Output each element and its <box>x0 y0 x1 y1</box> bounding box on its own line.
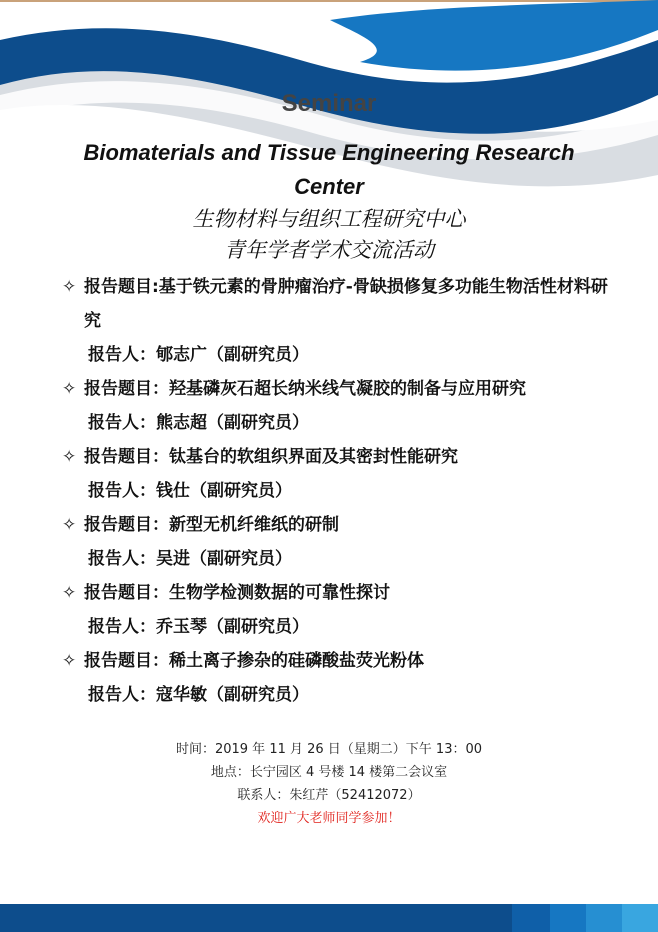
talk-item <box>62 644 622 712</box>
talk-item <box>62 270 622 372</box>
talk-speaker: 报告人：寇华敏（副研究员） <box>88 685 309 705</box>
talk-item <box>62 372 622 440</box>
talk-item <box>62 508 622 576</box>
talk-speaker: 报告人：郇志广（副研究员） <box>88 345 309 365</box>
talk-title <box>62 270 622 338</box>
talk-speaker: 报告人：乔玉琴（副研究员） <box>88 617 309 637</box>
footer-dark-segment <box>0 904 512 932</box>
talk-speaker: 报告人：熊志超（副研究员） <box>88 413 309 433</box>
center-name-english: Biomaterials and Tissue Engineering Research Center <box>83 140 575 199</box>
talk-title <box>62 644 622 678</box>
center-name-chinese: 生物材料与组织工程研究中心 <box>192 207 466 231</box>
talk-title <box>62 440 622 474</box>
diamond-bullet-icon: ✧ <box>62 515 77 535</box>
talk-title-text: 报告题目：生物学检测数据的可靠性探讨 <box>84 583 390 603</box>
diamond-bullet-icon: ✧ <box>62 379 77 399</box>
footer-bar <box>0 904 658 932</box>
talk-speaker: 报告人：吴进（副研究员） <box>88 549 292 569</box>
talk-item <box>62 576 622 644</box>
event-location: 地点：长宁园区 4 号楼 14 楼第二会议室 <box>210 765 448 780</box>
seminar-title: Seminar <box>281 90 377 117</box>
talk-speaker: 报告人：钱仕（副研究员） <box>88 481 292 501</box>
talk-title-text: 报告题目：新型无机纤维纸的研制 <box>84 515 339 535</box>
diamond-bullet-icon: ✧ <box>62 583 77 603</box>
talk-title <box>62 508 622 542</box>
diamond-bullet-icon: ✧ <box>62 277 77 297</box>
talk-title-text: 报告题目：稀土离子掺杂的硅磷酸盐荧光粉体 <box>84 651 424 671</box>
talk-title <box>62 576 622 610</box>
footer-light-segment <box>622 904 658 932</box>
footer-segment <box>586 904 622 932</box>
talk-title <box>62 372 622 406</box>
welcome-message: 欢迎广大老师同学参加！ <box>257 811 401 826</box>
talk-item <box>62 440 622 508</box>
event-contact: 联系人：朱红芹（52412072） <box>237 788 421 803</box>
talk-title-text: 报告题目:基于铁元素的骨肿瘤治疗-骨缺损修复多功能生物活性材料研究 <box>84 277 608 331</box>
footer-segment <box>550 904 586 932</box>
footer-segment <box>512 904 550 932</box>
event-info <box>0 738 658 830</box>
talk-title-text: 报告题目：羟基磷灰石超长纳米线气凝胶的制备与应用研究 <box>84 379 526 399</box>
talk-title-text: 报告题目：钛基台的软组织界面及其密封性能研究 <box>84 447 458 467</box>
diamond-bullet-icon: ✧ <box>62 447 77 467</box>
event-time: 时间：2019 年 11 月 26 日（星期二）下午 13：00 <box>175 742 483 757</box>
activity-name: 青年学者学术交流活动 <box>224 238 434 262</box>
talk-list <box>62 270 622 712</box>
diamond-bullet-icon: ✧ <box>62 651 77 671</box>
